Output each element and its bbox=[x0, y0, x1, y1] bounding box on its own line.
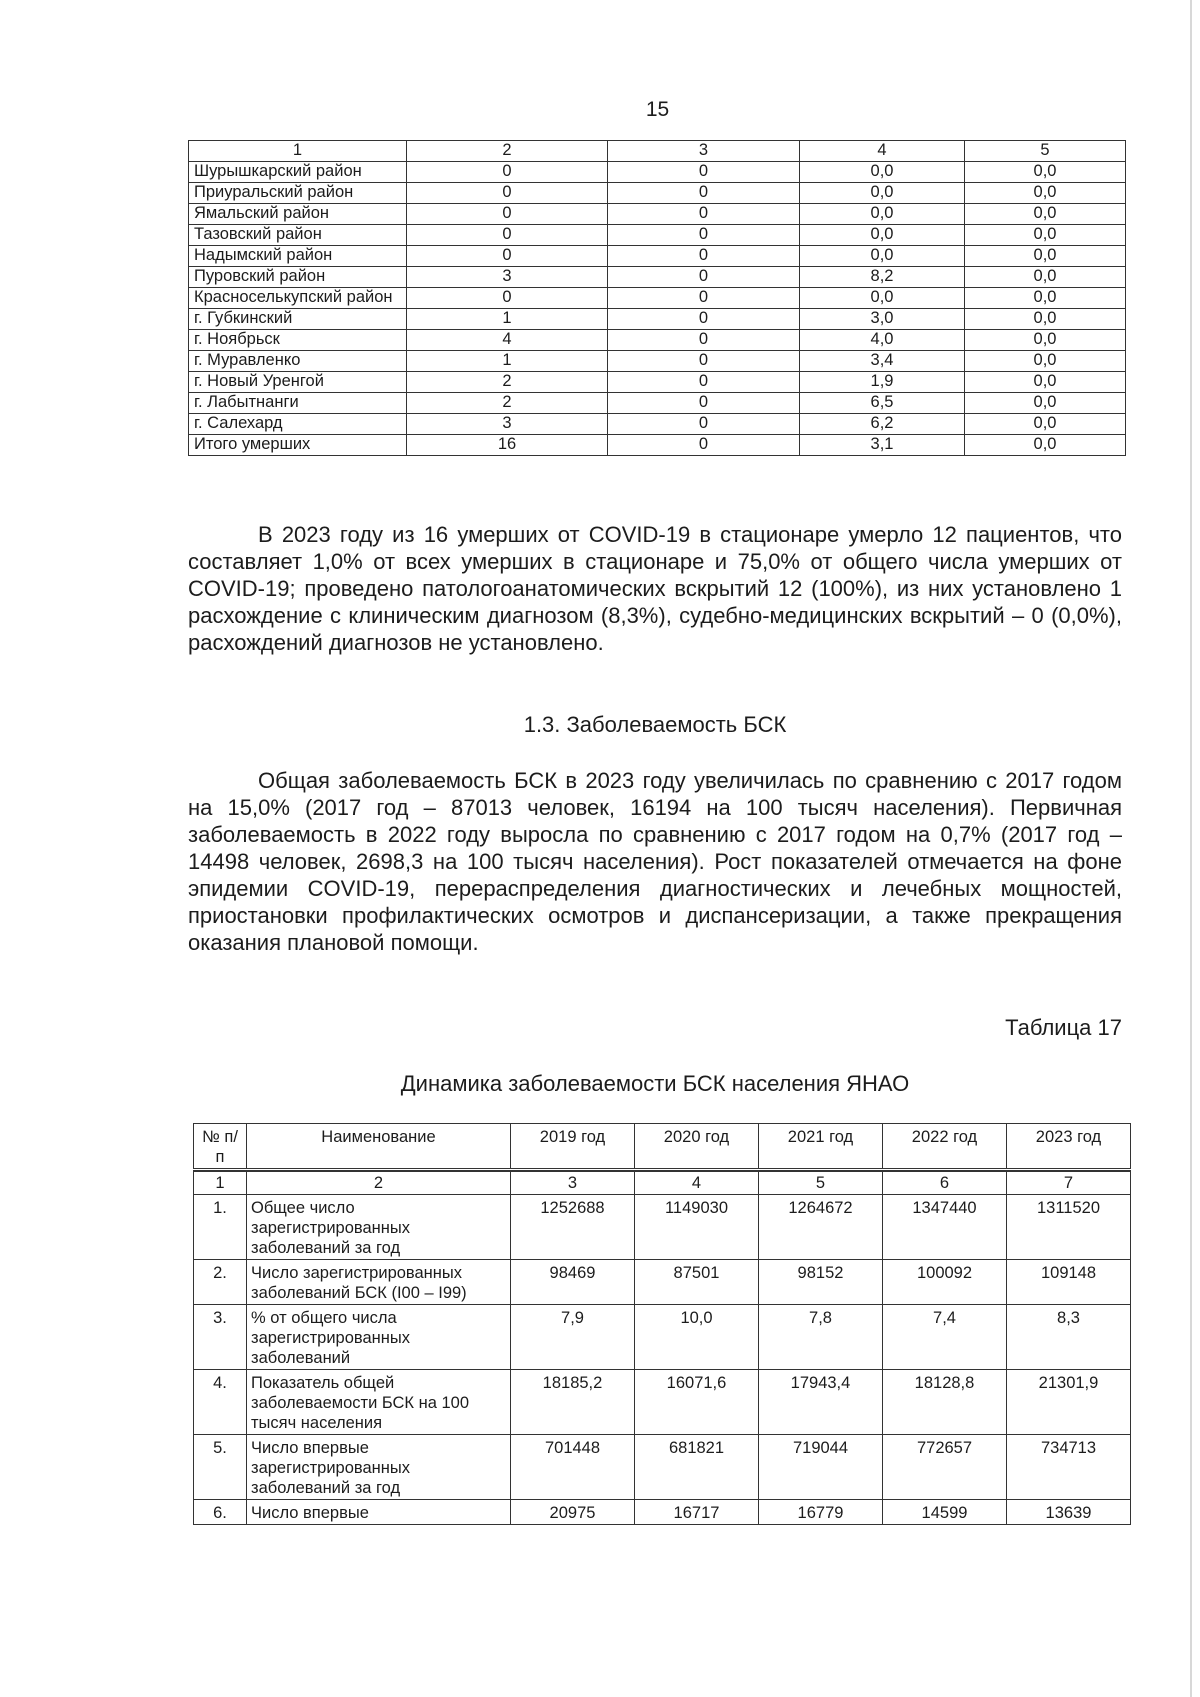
value-cell: 16 bbox=[407, 435, 608, 456]
row-number-cell: 6. bbox=[194, 1500, 247, 1525]
table-header-row bbox=[194, 1124, 1131, 1170]
value-cell: 1347440 bbox=[883, 1195, 1007, 1260]
value-cell: 6,5 bbox=[800, 393, 965, 414]
value-cell: 0 bbox=[608, 393, 800, 414]
table-row bbox=[189, 414, 1126, 435]
district-name-cell: г. Новый Уренгой bbox=[189, 372, 407, 393]
district-name-cell: г. Губкинский bbox=[189, 309, 407, 330]
district-name-cell: Пуровский район bbox=[189, 267, 407, 288]
value-cell: 0,0 bbox=[965, 204, 1126, 225]
page-edge bbox=[1190, 0, 1192, 1697]
column-index-row bbox=[194, 1172, 1131, 1195]
value-cell: 8,3 bbox=[1007, 1305, 1131, 1370]
district-name-cell: Тазовский район bbox=[189, 225, 407, 246]
value-cell: 719044 bbox=[759, 1435, 883, 1500]
value-cell: 0 bbox=[407, 162, 608, 183]
value-cell: 0 bbox=[407, 204, 608, 225]
page-number: 15 bbox=[645, 98, 670, 121]
value-cell: 0 bbox=[608, 204, 800, 225]
value-cell: 0,0 bbox=[965, 435, 1126, 456]
value-cell: 13639 bbox=[1007, 1500, 1131, 1525]
value-cell: 0 bbox=[608, 414, 800, 435]
value-cell: 0 bbox=[608, 330, 800, 351]
row-number-cell: 4. bbox=[194, 1370, 247, 1435]
column-index-cell: 5 bbox=[759, 1172, 883, 1195]
value-cell: 14599 bbox=[883, 1500, 1007, 1525]
column-index-cell: 4 bbox=[635, 1172, 759, 1195]
table-row bbox=[194, 1260, 1131, 1305]
indicator-name-cell: Показатель общей заболеваемости БСК на 100 тысяч населения bbox=[247, 1370, 511, 1435]
value-cell: 7,4 bbox=[883, 1305, 1007, 1370]
column-index-cell: 1 bbox=[194, 1172, 247, 1195]
value-cell: 3,1 bbox=[800, 435, 965, 456]
table-row bbox=[194, 1500, 1131, 1525]
district-name-cell: Красноселькупский район bbox=[189, 288, 407, 309]
value-cell: 0 bbox=[608, 372, 800, 393]
value-cell: 10,0 bbox=[635, 1305, 759, 1370]
header-cell: № п/п bbox=[194, 1124, 247, 1170]
value-cell: 0 bbox=[407, 225, 608, 246]
value-cell: 3,0 bbox=[800, 309, 965, 330]
value-cell: 0 bbox=[407, 183, 608, 204]
header-cell: 2021 год bbox=[759, 1124, 883, 1170]
indicator-name-cell: Число впервые зарегистрированных заболеваний за год bbox=[247, 1435, 511, 1500]
value-cell: 16071,6 bbox=[635, 1370, 759, 1435]
value-cell: 0,0 bbox=[965, 351, 1126, 372]
table-row bbox=[189, 351, 1126, 372]
value-cell: 681821 bbox=[635, 1435, 759, 1500]
value-cell: 1149030 bbox=[635, 1195, 759, 1260]
table-header-row bbox=[189, 141, 1126, 162]
value-cell: 0,0 bbox=[800, 183, 965, 204]
value-cell: 0 bbox=[608, 162, 800, 183]
paragraph-bsk: Общая заболеваемость БСК в 2023 году увеличилась по сравнению с 2017 годом на 15,0% (2017 год – 87013 человек, 16194 на 100 тысяч населения). Первичная заболеваемость в 2022 году выросла по сравнению с 2017 годом на 0,7% (2017 год – 14498 человек, 2698,3 на 100 тысяч населения). Рост показателей отмечается на фоне эпидемии COVID-19, перераспределения диагностических и лечебных мощностей, приостановки профилактических осмотров и диспансеризации, а также прекращения оказания плановой помощи. bbox=[188, 768, 1122, 955]
value-cell: 16779 bbox=[759, 1500, 883, 1525]
value-cell: 0 bbox=[608, 183, 800, 204]
row-number-cell: 2. bbox=[194, 1260, 247, 1305]
value-cell: 701448 bbox=[511, 1435, 635, 1500]
table-label: Таблица 17 bbox=[1005, 1015, 1122, 1040]
indicator-name-cell: % от общего числа зарегистрированных заболеваний bbox=[247, 1305, 511, 1370]
header-cell: 3 bbox=[608, 141, 800, 162]
covid-deaths-table bbox=[188, 140, 1126, 456]
table-row bbox=[194, 1195, 1131, 1260]
indicator-name-cell: Число впервые bbox=[247, 1500, 511, 1525]
value-cell: 7,9 bbox=[511, 1305, 635, 1370]
table-row bbox=[189, 246, 1126, 267]
district-name-cell: Итого умерших bbox=[189, 435, 407, 456]
value-cell: 20975 bbox=[511, 1500, 635, 1525]
value-cell: 0,0 bbox=[965, 225, 1126, 246]
section-heading: 1.3. Заболеваемость БСК bbox=[523, 712, 787, 737]
indicator-name-cell: Общее число зарегистрированных заболеваний за год bbox=[247, 1195, 511, 1260]
table-row bbox=[189, 225, 1126, 246]
district-name-cell: Шурышкарский район bbox=[189, 162, 407, 183]
value-cell: 3 bbox=[407, 414, 608, 435]
district-name-cell: Надымский район bbox=[189, 246, 407, 267]
value-cell: 2 bbox=[407, 393, 608, 414]
header-cell: 2 bbox=[407, 141, 608, 162]
value-cell: 0 bbox=[407, 246, 608, 267]
header-cell: 2020 год bbox=[635, 1124, 759, 1170]
paragraph-covid: В 2023 году из 16 умерших от COVID-19 в стационаре умерло 12 пациентов, что составляет 1,0% от всех умерших в стационаре и 75,0% от общего числа умерших от COVID-19; проведено патологоанатомических вскрытий 12 (100%), из них установлено 1 расхождение с клиническим диагнозом (8,3%), судебно-медицинских вскрытий – 0 (0,0%), расхождений диагнозов не установлено. bbox=[188, 522, 1122, 655]
table-row bbox=[189, 204, 1126, 225]
value-cell: 0,0 bbox=[965, 330, 1126, 351]
value-cell: 4 bbox=[407, 330, 608, 351]
value-cell: 7,8 bbox=[759, 1305, 883, 1370]
value-cell: 0,0 bbox=[965, 183, 1126, 204]
value-cell: 0,0 bbox=[965, 372, 1126, 393]
value-cell: 0 bbox=[608, 267, 800, 288]
value-cell: 16717 bbox=[635, 1500, 759, 1525]
table-row bbox=[189, 309, 1126, 330]
bsk-dynamics-table bbox=[193, 1123, 1131, 1525]
value-cell: 0,0 bbox=[800, 246, 965, 267]
value-cell: 0,0 bbox=[965, 246, 1126, 267]
value-cell: 734713 bbox=[1007, 1435, 1131, 1500]
district-name-cell: г. Лабытнанги bbox=[189, 393, 407, 414]
value-cell: 0,0 bbox=[965, 288, 1126, 309]
value-cell: 772657 bbox=[883, 1435, 1007, 1500]
row-number-cell: 1. bbox=[194, 1195, 247, 1260]
value-cell: 3 bbox=[407, 267, 608, 288]
table-row bbox=[189, 267, 1126, 288]
value-cell: 4,0 bbox=[800, 330, 965, 351]
value-cell: 1252688 bbox=[511, 1195, 635, 1260]
value-cell: 0 bbox=[608, 435, 800, 456]
header-cell: 2023 год bbox=[1007, 1124, 1131, 1170]
table-row bbox=[189, 330, 1126, 351]
column-index-cell: 3 bbox=[511, 1172, 635, 1195]
value-cell: 0,0 bbox=[800, 162, 965, 183]
value-cell: 0 bbox=[608, 225, 800, 246]
value-cell: 18128,8 bbox=[883, 1370, 1007, 1435]
header-cell: 2019 год bbox=[511, 1124, 635, 1170]
table-row bbox=[189, 288, 1126, 309]
column-index-cell: 7 bbox=[1007, 1172, 1131, 1195]
value-cell: 1 bbox=[407, 309, 608, 330]
table-title: Динамика заболеваемости БСК населения ЯНАО bbox=[400, 1071, 910, 1096]
value-cell: 0,0 bbox=[800, 204, 965, 225]
row-number-cell: 3. bbox=[194, 1305, 247, 1370]
value-cell: 1 bbox=[407, 351, 608, 372]
header-cell: 5 bbox=[965, 141, 1126, 162]
district-name-cell: г. Ноябрьск bbox=[189, 330, 407, 351]
value-cell: 0,0 bbox=[965, 267, 1126, 288]
column-index-cell: 2 bbox=[247, 1172, 511, 1195]
value-cell: 0 bbox=[407, 288, 608, 309]
table-row bbox=[189, 435, 1126, 456]
table-row bbox=[194, 1305, 1131, 1370]
district-name-cell: Ямальский район bbox=[189, 204, 407, 225]
header-cell: 1 bbox=[189, 141, 407, 162]
value-cell: 0,0 bbox=[965, 162, 1126, 183]
value-cell: 98152 bbox=[759, 1260, 883, 1305]
table-row bbox=[194, 1435, 1131, 1500]
value-cell: 100092 bbox=[883, 1260, 1007, 1305]
column-index-cell: 6 bbox=[883, 1172, 1007, 1195]
value-cell: 2 bbox=[407, 372, 608, 393]
value-cell: 0,0 bbox=[965, 414, 1126, 435]
indicator-name-cell: Число зарегистрированных заболеваний БСК (I00 – I99) bbox=[247, 1260, 511, 1305]
value-cell: 1311520 bbox=[1007, 1195, 1131, 1260]
table-row bbox=[194, 1370, 1131, 1435]
value-cell: 0 bbox=[608, 309, 800, 330]
value-cell: 98469 bbox=[511, 1260, 635, 1305]
district-name-cell: г. Салехард bbox=[189, 414, 407, 435]
header-cell: 4 bbox=[800, 141, 965, 162]
value-cell: 0,0 bbox=[965, 393, 1126, 414]
table-row bbox=[189, 393, 1126, 414]
value-cell: 0,0 bbox=[965, 309, 1126, 330]
district-name-cell: г. Муравленко bbox=[189, 351, 407, 372]
value-cell: 0 bbox=[608, 246, 800, 267]
value-cell: 8,2 bbox=[800, 267, 965, 288]
value-cell: 109148 bbox=[1007, 1260, 1131, 1305]
value-cell: 0,0 bbox=[800, 225, 965, 246]
value-cell: 17943,4 bbox=[759, 1370, 883, 1435]
table-row bbox=[189, 162, 1126, 183]
table-row bbox=[189, 183, 1126, 204]
header-cell: Наименование bbox=[247, 1124, 511, 1170]
value-cell: 0 bbox=[608, 288, 800, 309]
value-cell: 6,2 bbox=[800, 414, 965, 435]
value-cell: 3,4 bbox=[800, 351, 965, 372]
value-cell: 1264672 bbox=[759, 1195, 883, 1260]
value-cell: 0,0 bbox=[800, 288, 965, 309]
header-cell: 2022 год bbox=[883, 1124, 1007, 1170]
value-cell: 87501 bbox=[635, 1260, 759, 1305]
value-cell: 21301,9 bbox=[1007, 1370, 1131, 1435]
district-name-cell: Приуральский район bbox=[189, 183, 407, 204]
table-row bbox=[189, 372, 1126, 393]
value-cell: 0 bbox=[608, 351, 800, 372]
value-cell: 18185,2 bbox=[511, 1370, 635, 1435]
row-number-cell: 5. bbox=[194, 1435, 247, 1500]
value-cell: 1,9 bbox=[800, 372, 965, 393]
